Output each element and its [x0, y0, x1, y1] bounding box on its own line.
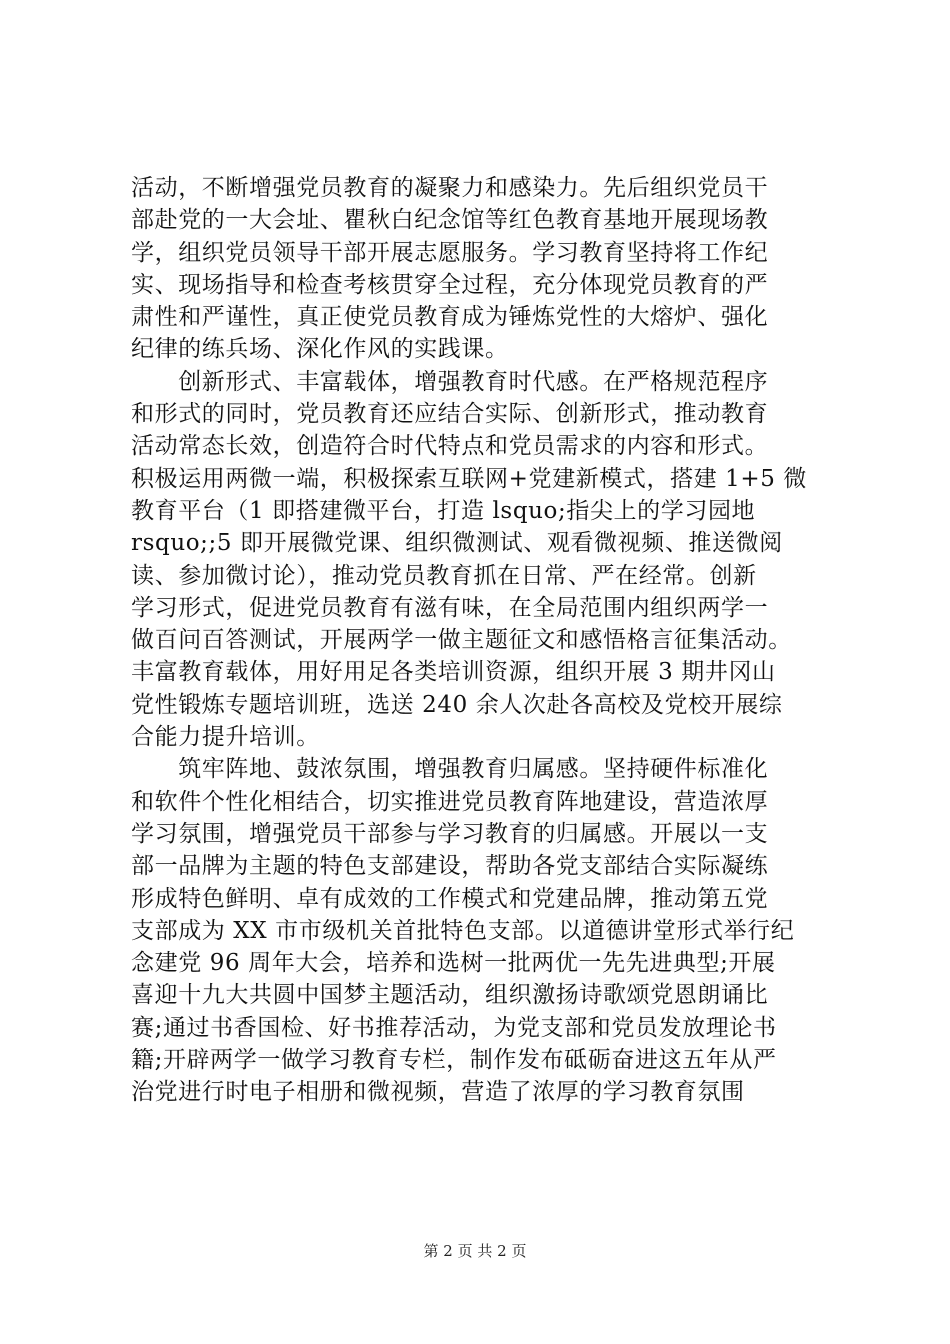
text-line: 合能力提升培训。 — [131, 724, 320, 751]
text-line: 活动常态长效，创造符合时代特点和党员需求的内容和形式。 — [131, 433, 769, 460]
text-line: 筑牢阵地、鼓浓氛围，增强教育归属感。坚持硬件标准化 — [131, 756, 769, 783]
text-line: 和形式的同时，党员教育还应结合实际、创新形式，推动教育 — [131, 401, 769, 428]
text-line: 肃性和严谨性，真正使党员教育成为锤炼党性的大熔炉、强化 — [131, 304, 769, 331]
text-line: 和软件个性化相结合，切实推进党员教育阵地建设，营造浓厚 — [131, 788, 769, 815]
text-line: rsquo;;5 即开展微党课、组织微测试、观看微视频、推送微阅 — [131, 530, 783, 557]
text-line: 学习形式，促进党员教育有滋有味，在全局范围内组织两学一 — [131, 594, 769, 621]
text-line: 积极运用两微一端，积极探索互联网+党建新模式，搭建 1+5 微 — [131, 465, 808, 492]
text-line: 治党进行时电子相册和微视频，营造了浓厚的学习教育氛围 — [131, 1079, 745, 1106]
text-line: 丰富教育载体，用好用足各类培训资源，组织开展 3 期井冈山 — [131, 659, 776, 686]
text-line: 读、参加微讨论），推动党员教育抓在日常、严在经常。创新 — [131, 562, 757, 589]
text-line: 学习氛围，增强党员干部参与学习教育的归属感。开展以一支 — [131, 820, 769, 847]
text-line: 赛;通过书香国检、好书推荐活动，为党支部和党员发放理论书 — [131, 1014, 777, 1041]
text-line: 喜迎十九大共圆中国梦主题活动，组织激扬诗歌颂党恩朗诵比 — [131, 982, 769, 1009]
page-number-footer: 第 2 页 共 2 页 — [423, 1242, 527, 1260]
text-line: 创新形式、丰富载体，增强教育时代感。在严格规范程序 — [131, 368, 769, 395]
text-line: 做百问百答测试，开展两学一做主题征文和感悟格言征集活动。 — [131, 627, 792, 654]
document-body — [131, 172, 831, 1109]
text-line: 学，组织党员领导干部开展志愿服务。学习教育坚持将工作纪 — [131, 239, 769, 266]
text-line: 教育平台（1 即搭建微平台，打造 lsquo;指尖上的学习园地 — [131, 497, 756, 524]
text-line: 念建党 96 周年大会，培养和选树一批两优一先先进典型;开展 — [131, 950, 776, 977]
text-line: 部赴党的一大会址、瞿秋白纪念馆等红色教育基地开展现场教 — [131, 207, 769, 234]
text-line: 形成特色鲜明、卓有成效的工作模式和党建品牌，推动第五党 — [131, 885, 769, 912]
text-line: 部一品牌为主题的特色支部建设，帮助各党支部结合实际凝练 — [131, 853, 769, 880]
text-line: 支部成为 XX 市市级机关首批特色支部。以道德讲堂形式举行纪 — [131, 917, 795, 944]
text-line: 实、现场指导和检查考核贯穿全过程，充分体现党员教育的严 — [131, 271, 769, 298]
text-line: 籍;开辟两学一做学习教育专栏，制作发布砥砺奋进这五年从严 — [131, 1047, 777, 1074]
text-line: 党性锻炼专题培训班，选送 240 余人次赴各高校及党校开展综 — [131, 691, 783, 718]
text-line: 活动，不断增强党员教育的凝聚力和感染力。先后组织党员干 — [131, 175, 769, 201]
text-line: 纪律的练兵场、深化作风的实践课。 — [131, 336, 509, 363]
